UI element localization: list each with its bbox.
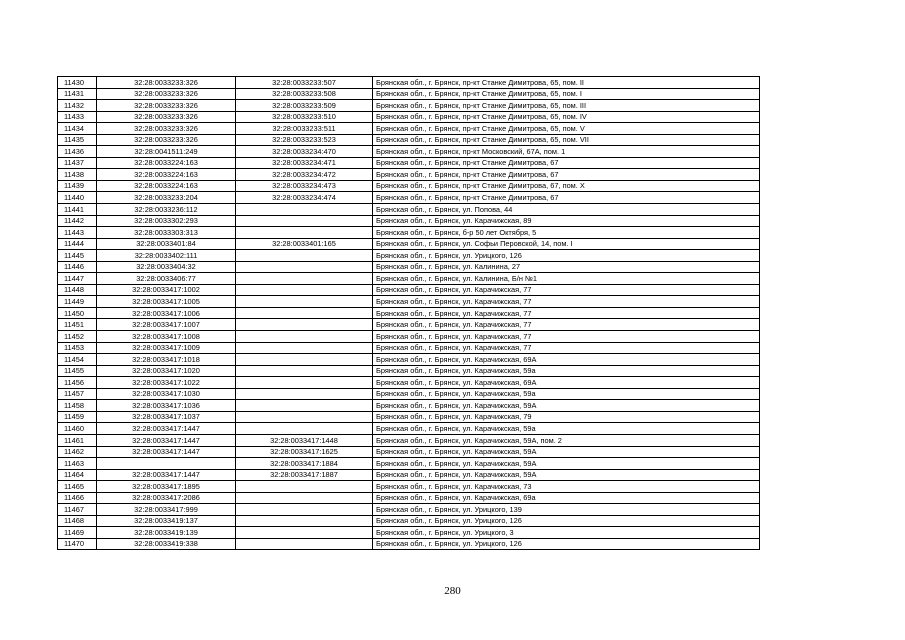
address-cell: Брянская обл., г. Брянск, ул. Карачижская, 77 bbox=[373, 331, 760, 343]
cadastral-number-cell: 32:28:0033417:1036 bbox=[97, 400, 236, 412]
table-row bbox=[58, 273, 760, 285]
related-cadastral-number-cell bbox=[236, 538, 373, 550]
row-number-cell: 11463 bbox=[58, 458, 97, 470]
cadastral-number-cell: 32:28:0033417:1447 bbox=[97, 469, 236, 481]
cadastral-number-cell: 32:28:0033417:1447 bbox=[97, 423, 236, 435]
related-cadastral-number-cell: 32:28:0033417:1884 bbox=[236, 458, 373, 470]
row-number-cell: 11445 bbox=[58, 250, 97, 262]
cadastral-number-cell: 32:28:0033417:1008 bbox=[97, 331, 236, 343]
table-row bbox=[58, 388, 760, 400]
address-cell: Брянская обл., г. Брянск, пр-кт Станке Димитрова, 67 bbox=[373, 192, 760, 204]
table-row bbox=[58, 77, 760, 89]
table-row bbox=[58, 527, 760, 539]
related-cadastral-number-cell bbox=[236, 273, 373, 285]
related-cadastral-number-cell: 32:28:0033234:471 bbox=[236, 157, 373, 169]
related-cadastral-number-cell: 32:28:0033234:470 bbox=[236, 146, 373, 158]
row-number-cell: 11435 bbox=[58, 134, 97, 146]
related-cadastral-number-cell: 32:28:0033233:509 bbox=[236, 100, 373, 112]
address-cell: Брянская обл., г. Брянск, ул. Карачижская, 59А bbox=[373, 446, 760, 458]
related-cadastral-number-cell bbox=[236, 400, 373, 412]
table-row bbox=[58, 169, 760, 181]
address-cell: Брянская обл., г. Брянск, ул. Карачижская, 69А bbox=[373, 354, 760, 366]
cadastral-number-cell: 32:28:0033417:1030 bbox=[97, 388, 236, 400]
table-row bbox=[58, 354, 760, 366]
row-number-cell: 11458 bbox=[58, 400, 97, 412]
related-cadastral-number-cell bbox=[236, 354, 373, 366]
row-number-cell: 11456 bbox=[58, 377, 97, 389]
address-cell: Брянская обл., г. Брянск, ул. Карачижская, 77 bbox=[373, 342, 760, 354]
row-number-cell: 11467 bbox=[58, 504, 97, 516]
row-number-cell: 11431 bbox=[58, 88, 97, 100]
related-cadastral-number-cell bbox=[236, 227, 373, 239]
row-number-cell: 11461 bbox=[58, 434, 97, 446]
table-row bbox=[58, 469, 760, 481]
related-cadastral-number-cell bbox=[236, 481, 373, 493]
cadastral-number-cell: 32:28:0033417:1037 bbox=[97, 411, 236, 423]
address-cell: Брянская обл., г. Брянск, ул. Урицкого, 3 bbox=[373, 527, 760, 539]
row-number-cell: 11438 bbox=[58, 169, 97, 181]
related-cadastral-number-cell: 32:28:0033233:510 bbox=[236, 111, 373, 123]
cadastral-number-cell: 32:28:0033406:77 bbox=[97, 273, 236, 285]
table-row bbox=[58, 215, 760, 227]
related-cadastral-number-cell bbox=[236, 377, 373, 389]
address-cell: Брянская обл., г. Брянск, ул. Карачижская, 59а bbox=[373, 388, 760, 400]
related-cadastral-number-cell bbox=[236, 261, 373, 273]
row-number-cell: 11447 bbox=[58, 273, 97, 285]
row-number-cell: 11436 bbox=[58, 146, 97, 158]
table-row bbox=[58, 504, 760, 516]
table-row bbox=[58, 481, 760, 493]
address-cell: Брянская обл., г. Брянск, пр-кт Станке Димитрова, 65, пом. VII bbox=[373, 134, 760, 146]
cadastral-number-cell: 32:28:0033417:1007 bbox=[97, 319, 236, 331]
table-row bbox=[58, 423, 760, 435]
row-number-cell: 11446 bbox=[58, 261, 97, 273]
related-cadastral-number-cell bbox=[236, 388, 373, 400]
related-cadastral-number-cell bbox=[236, 307, 373, 319]
table-row bbox=[58, 100, 760, 112]
cadastral-number-cell: 32:28:0033233:326 bbox=[97, 134, 236, 146]
cadastral-number-cell: 32:28:0033401:84 bbox=[97, 238, 236, 250]
table-row bbox=[58, 180, 760, 192]
address-cell: Брянская обл., г. Брянск, ул. Карачижская, 59а bbox=[373, 365, 760, 377]
address-cell: Брянская обл., г. Брянск, ул. Карачижская, 59А, пом. 2 bbox=[373, 434, 760, 446]
address-cell: Брянская обл., г. Брянск, ул. Карачижская, 73 bbox=[373, 481, 760, 493]
row-number-cell: 11449 bbox=[58, 296, 97, 308]
row-number-cell: 11450 bbox=[58, 307, 97, 319]
table-row bbox=[58, 538, 760, 550]
row-number-cell: 11452 bbox=[58, 331, 97, 343]
address-cell: Брянская обл., г. Брянск, пр-кт Станке Димитрова, 67 bbox=[373, 157, 760, 169]
table-row bbox=[58, 515, 760, 527]
cadastral-number-cell: 32:28:0033419:139 bbox=[97, 527, 236, 539]
table-row bbox=[58, 400, 760, 412]
cadastral-number-cell: 32:28:0033417:1002 bbox=[97, 284, 236, 296]
table-row bbox=[58, 377, 760, 389]
cadastral-number-cell: 32:28:0033419:137 bbox=[97, 515, 236, 527]
related-cadastral-number-cell: 32:28:0033233:523 bbox=[236, 134, 373, 146]
address-cell: Брянская обл., г. Брянск, ул. Попова, 44 bbox=[373, 204, 760, 216]
address-cell: Брянская обл., г. Брянск, ул. Карачижская, 59а bbox=[373, 423, 760, 435]
cadastral-number-cell: 32:28:0033417:2086 bbox=[97, 492, 236, 504]
table-row bbox=[58, 134, 760, 146]
address-cell: Брянская обл., г. Брянск, ул. Карачижская, 77 bbox=[373, 307, 760, 319]
row-number-cell: 11432 bbox=[58, 100, 97, 112]
table-row bbox=[58, 261, 760, 273]
related-cadastral-number-cell: 32:28:0033417:1448 bbox=[236, 434, 373, 446]
cadastral-number-cell: 32:28:0033233:326 bbox=[97, 123, 236, 135]
related-cadastral-number-cell: 32:28:0033234:474 bbox=[236, 192, 373, 204]
row-number-cell: 11442 bbox=[58, 215, 97, 227]
address-cell: Брянская обл., г. Брянск, ул. Карачижская, 79 bbox=[373, 411, 760, 423]
row-number-cell: 11444 bbox=[58, 238, 97, 250]
address-cell: Брянская обл., г. Брянск, пр-кт Московский, 67А, пом. 1 bbox=[373, 146, 760, 158]
row-number-cell: 11465 bbox=[58, 481, 97, 493]
related-cadastral-number-cell bbox=[236, 411, 373, 423]
cadastral-number-cell: 32:28:0033419:338 bbox=[97, 538, 236, 550]
row-number-cell: 11462 bbox=[58, 446, 97, 458]
related-cadastral-number-cell bbox=[236, 504, 373, 516]
related-cadastral-number-cell bbox=[236, 331, 373, 343]
address-cell: Брянская обл., г. Брянск, ул. Карачижская, 59А bbox=[373, 469, 760, 481]
table-row bbox=[58, 238, 760, 250]
cadastral-number-cell: 32:28:0033404:32 bbox=[97, 261, 236, 273]
related-cadastral-number-cell bbox=[236, 319, 373, 331]
row-number-cell: 11457 bbox=[58, 388, 97, 400]
address-cell: Брянская обл., г. Брянск, ул. Калинина, 27 bbox=[373, 261, 760, 273]
address-cell: Брянская обл., г. Брянск, пр-кт Станке Димитрова, 65, пом. II bbox=[373, 77, 760, 89]
cadastral-number-cell: 32:28:0033417:1447 bbox=[97, 434, 236, 446]
related-cadastral-number-cell bbox=[236, 515, 373, 527]
table-row bbox=[58, 307, 760, 319]
property-table bbox=[57, 76, 760, 550]
cadastral-number-cell: 32:28:0033417:1895 bbox=[97, 481, 236, 493]
cadastral-number-cell: 32:28:0033417:1006 bbox=[97, 307, 236, 319]
related-cadastral-number-cell bbox=[236, 250, 373, 262]
address-cell: Брянская обл., г. Брянск, ул. Урицкого, 126 bbox=[373, 250, 760, 262]
address-cell: Брянская обл., г. Брянск, ул. Карачижская, 69А bbox=[373, 377, 760, 389]
cadastral-number-cell: 32:28:0041511:249 bbox=[97, 146, 236, 158]
cadastral-number-cell bbox=[97, 458, 236, 470]
cadastral-number-cell: 32:28:0033417:1020 bbox=[97, 365, 236, 377]
row-number-cell: 11448 bbox=[58, 284, 97, 296]
address-cell: Брянская обл., г. Брянск, пр-кт Станке Димитрова, 65, пом. IV bbox=[373, 111, 760, 123]
row-number-cell: 11469 bbox=[58, 527, 97, 539]
cadastral-number-cell: 32:28:0033224:163 bbox=[97, 180, 236, 192]
table-row bbox=[58, 458, 760, 470]
cadastral-number-cell: 32:28:0033233:326 bbox=[97, 88, 236, 100]
cadastral-number-cell: 32:28:0033233:326 bbox=[97, 100, 236, 112]
related-cadastral-number-cell: 32:28:0033234:472 bbox=[236, 169, 373, 181]
cadastral-number-cell: 32:28:0033417:1018 bbox=[97, 354, 236, 366]
address-cell: Брянская обл., г. Брянск, ул. Карачижская, 77 bbox=[373, 284, 760, 296]
table-row bbox=[58, 204, 760, 216]
row-number-cell: 11451 bbox=[58, 319, 97, 331]
address-cell: Брянская обл., г. Брянск, ул. Карачижская, 89 bbox=[373, 215, 760, 227]
row-number-cell: 11453 bbox=[58, 342, 97, 354]
table-row bbox=[58, 111, 760, 123]
related-cadastral-number-cell bbox=[236, 284, 373, 296]
cadastral-number-cell: 32:28:0033233:326 bbox=[97, 77, 236, 89]
related-cadastral-number-cell: 32:28:0033401:165 bbox=[236, 238, 373, 250]
cadastral-number-cell: 32:28:0033303:313 bbox=[97, 227, 236, 239]
address-cell: Брянская обл., г. Брянск, пр-кт Станке Димитрова, 65, пом. I bbox=[373, 88, 760, 100]
table-row bbox=[58, 365, 760, 377]
related-cadastral-number-cell bbox=[236, 342, 373, 354]
cadastral-number-cell: 32:28:0033417:1447 bbox=[97, 446, 236, 458]
related-cadastral-number-cell: 32:28:0033417:1625 bbox=[236, 446, 373, 458]
address-cell: Брянская обл., г. Брянск, ул. Урицкого, 126 bbox=[373, 515, 760, 527]
related-cadastral-number-cell: 32:28:0033233:511 bbox=[236, 123, 373, 135]
table-row bbox=[58, 342, 760, 354]
related-cadastral-number-cell: 32:28:0033233:508 bbox=[236, 88, 373, 100]
related-cadastral-number-cell bbox=[236, 423, 373, 435]
row-number-cell: 11459 bbox=[58, 411, 97, 423]
address-cell: Брянская обл., г. Брянск, ул. Калинина, Б/н №1 bbox=[373, 273, 760, 285]
address-cell: Брянская обл., г. Брянск, пр-кт Станке Димитрова, 67, пом. X bbox=[373, 180, 760, 192]
cadastral-number-cell: 32:28:0033224:163 bbox=[97, 157, 236, 169]
related-cadastral-number-cell bbox=[236, 204, 373, 216]
address-cell: Брянская обл., г. Брянск, ул. Карачижская, 59А bbox=[373, 458, 760, 470]
related-cadastral-number-cell bbox=[236, 527, 373, 539]
table-row bbox=[58, 319, 760, 331]
page-number: 280 bbox=[444, 585, 461, 597]
table-body bbox=[58, 77, 760, 550]
table-row bbox=[58, 88, 760, 100]
address-cell: Брянская обл., г. Брянск, пр-кт Станке Димитрова, 65, пом. III bbox=[373, 100, 760, 112]
related-cadastral-number-cell bbox=[236, 296, 373, 308]
address-cell: Брянская обл., г. Брянск, ул. Карачижская, 59А bbox=[373, 400, 760, 412]
address-cell: Брянская обл., г. Брянск, пр-кт Станке Димитрова, 67 bbox=[373, 169, 760, 181]
related-cadastral-number-cell bbox=[236, 492, 373, 504]
row-number-cell: 11460 bbox=[58, 423, 97, 435]
row-number-cell: 11437 bbox=[58, 157, 97, 169]
row-number-cell: 11470 bbox=[58, 538, 97, 550]
row-number-cell: 11468 bbox=[58, 515, 97, 527]
cadastral-number-cell: 32:28:0033233:204 bbox=[97, 192, 236, 204]
table-row bbox=[58, 250, 760, 262]
table-row bbox=[58, 227, 760, 239]
table-row bbox=[58, 434, 760, 446]
related-cadastral-number-cell bbox=[236, 365, 373, 377]
table-row bbox=[58, 157, 760, 169]
address-cell: Брянская обл., г. Брянск, ул. Софьи Перовской, 14, пом. I bbox=[373, 238, 760, 250]
cadastral-number-cell: 32:28:0033417:1022 bbox=[97, 377, 236, 389]
address-cell: Брянская обл., г. Брянск, б-р 50 лет Октября, 5 bbox=[373, 227, 760, 239]
table-row bbox=[58, 411, 760, 423]
row-number-cell: 11430 bbox=[58, 77, 97, 89]
address-cell: Брянская обл., г. Брянск, ул. Урицкого, 139 bbox=[373, 504, 760, 516]
cadastral-number-cell: 32:28:0033402:111 bbox=[97, 250, 236, 262]
table-row bbox=[58, 492, 760, 504]
address-cell: Брянская обл., г. Брянск, пр-кт Станке Димитрова, 65, пом. V bbox=[373, 123, 760, 135]
cadastral-number-cell: 32:28:0033302:293 bbox=[97, 215, 236, 227]
address-cell: Брянская обл., г. Брянск, ул. Карачижская, 69а bbox=[373, 492, 760, 504]
address-cell: Брянская обл., г. Брянск, ул. Карачижская, 77 bbox=[373, 319, 760, 331]
row-number-cell: 11455 bbox=[58, 365, 97, 377]
row-number-cell: 11433 bbox=[58, 111, 97, 123]
related-cadastral-number-cell: 32:28:0033233:507 bbox=[236, 77, 373, 89]
row-number-cell: 11439 bbox=[58, 180, 97, 192]
table-row bbox=[58, 296, 760, 308]
cadastral-number-cell: 32:28:0033417:1009 bbox=[97, 342, 236, 354]
row-number-cell: 11441 bbox=[58, 204, 97, 216]
table-row bbox=[58, 331, 760, 343]
cadastral-number-cell: 32:28:0033233:326 bbox=[97, 111, 236, 123]
table-row bbox=[58, 123, 760, 135]
cadastral-number-cell: 32:28:0033417:1005 bbox=[97, 296, 236, 308]
table-row bbox=[58, 146, 760, 158]
related-cadastral-number-cell: 32:28:0033234:473 bbox=[236, 180, 373, 192]
row-number-cell: 11464 bbox=[58, 469, 97, 481]
related-cadastral-number-cell: 32:28:0033417:1887 bbox=[236, 469, 373, 481]
address-cell: Брянская обл., г. Брянск, ул. Урицкого, 126 bbox=[373, 538, 760, 550]
cadastral-number-cell: 32:28:0033224:163 bbox=[97, 169, 236, 181]
row-number-cell: 11443 bbox=[58, 227, 97, 239]
table-row bbox=[58, 284, 760, 296]
row-number-cell: 11454 bbox=[58, 354, 97, 366]
address-cell: Брянская обл., г. Брянск, ул. Карачижская, 77 bbox=[373, 296, 760, 308]
table-row bbox=[58, 446, 760, 458]
related-cadastral-number-cell bbox=[236, 215, 373, 227]
row-number-cell: 11466 bbox=[58, 492, 97, 504]
table-row bbox=[58, 192, 760, 204]
cadastral-number-cell: 32:28:0033236:112 bbox=[97, 204, 236, 216]
row-number-cell: 11434 bbox=[58, 123, 97, 135]
cadastral-number-cell: 32:28:0033417:999 bbox=[97, 504, 236, 516]
row-number-cell: 11440 bbox=[58, 192, 97, 204]
